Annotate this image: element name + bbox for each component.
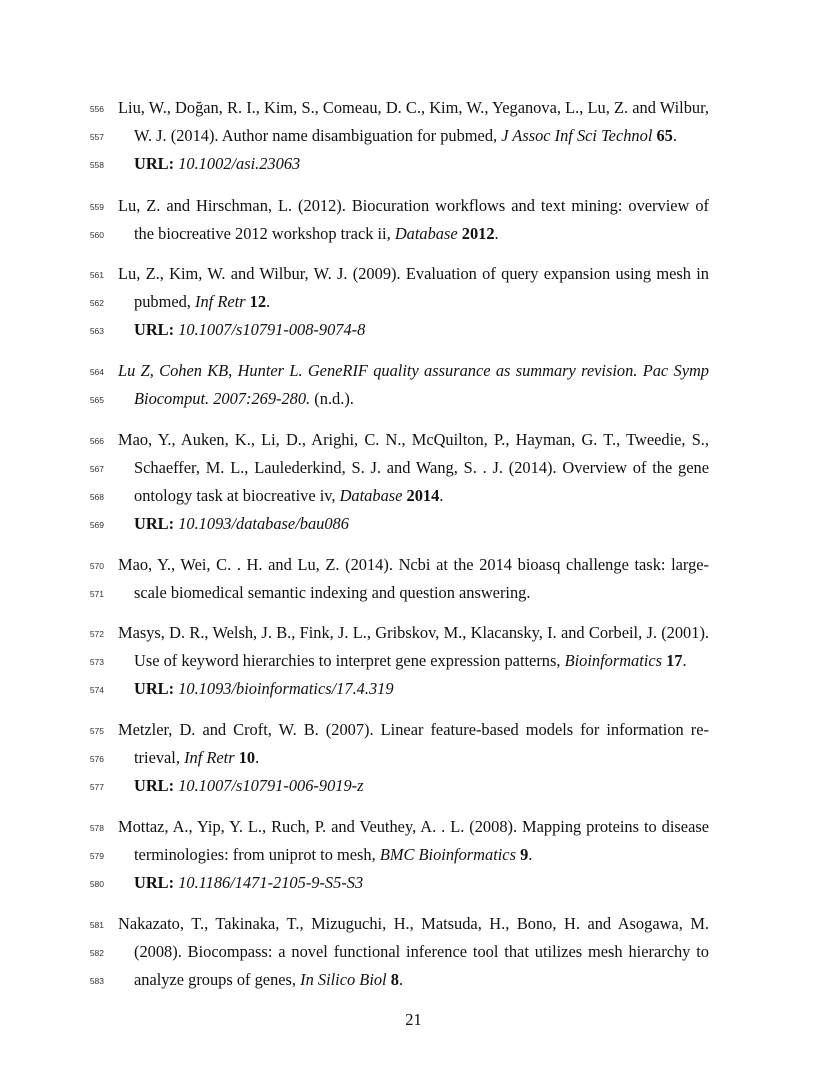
doi-link[interactable]: 10.1002/asi.23063 (178, 154, 301, 173)
line-number: 569 (89, 520, 104, 530)
ref-text: Mottaz, A., Yip, Y. L., Ruch, P. and Veuthey, A. . L. (2008). Mapping proteins to disease (118, 817, 709, 836)
line-number: 559 (89, 202, 104, 212)
ref-line (0, 122, 827, 150)
ref-line (0, 910, 827, 938)
ref-line (0, 220, 827, 248)
ref-line (0, 260, 827, 288)
ref-line (0, 150, 827, 178)
ref-line (0, 938, 827, 966)
line-number: 583 (89, 976, 104, 986)
ref-line (0, 510, 827, 538)
ref-line (0, 813, 827, 841)
ref-text: ontology task at biocreative iv, Database 2014. (134, 486, 444, 505)
ref-text: analyze groups of genes, In Silico Biol 8. (134, 970, 404, 989)
ref-url: URL: 10.1093/bioinformatics/17.4.319 (134, 679, 394, 698)
line-number: 576 (89, 754, 104, 764)
ref-line (0, 619, 827, 647)
ref-line (0, 841, 827, 869)
page-number: 21 (405, 1010, 422, 1029)
doi-link[interactable]: 10.1007/s10791-006-9019-z (178, 776, 364, 795)
line-number: 556 (89, 104, 104, 114)
line-number: 582 (89, 948, 104, 958)
ref-line (0, 744, 827, 772)
ref-text: scale biomedical semantic indexing and question answering. (134, 583, 531, 602)
line-number: 564 (89, 367, 104, 377)
ref-line (0, 288, 827, 316)
line-number: 562 (89, 298, 104, 308)
line-number: 568 (89, 492, 104, 502)
ref-line (0, 192, 827, 220)
ref-text: trieval, Inf Retr 10. (134, 748, 260, 767)
ref-line (0, 579, 827, 607)
ref-line (0, 647, 827, 675)
line-number: 578 (89, 823, 104, 833)
ref-text: Lu, Z. and Hirschman, L. (2012). Biocuration workflows and text mining: overview of (118, 196, 709, 215)
ref-url: URL: 10.1007/s10791-008-9074-8 (134, 320, 366, 339)
ref-line (0, 772, 827, 800)
ref-text: Lu Z, Cohen KB, Hunter L. GeneRIF quality assurance as summary revision. Pac Symp (118, 361, 709, 380)
doi-link[interactable]: 10.1007/s10791-008-9074-8 (178, 320, 366, 339)
ref-line (0, 675, 827, 703)
ref-text: Schaeffer, M. L., Laulederkind, S. J. and Wang, S. . J. (2014). Overview of the gene (134, 458, 709, 477)
ref-line (0, 426, 827, 454)
line-number: 573 (89, 657, 104, 667)
ref-text: Biocomput. 2007:269-280. (n.d.). (134, 389, 354, 408)
ref-line (0, 482, 827, 510)
line-number: 570 (89, 561, 104, 571)
line-number: 575 (89, 726, 104, 736)
line-number: 563 (89, 326, 104, 336)
ref-text: Mao, Y., Auken, K., Li, D., Arighi, C. N., McQuilton, P., Hayman, G. T., Tweedie, S., (118, 430, 709, 449)
ref-line (0, 716, 827, 744)
ref-text: Nakazato, T., Takinaka, T., Mizuguchi, H., Matsuda, H., Bono, H. and Asogawa, M. (118, 914, 709, 933)
ref-url: URL: 10.1002/asi.23063 (134, 154, 301, 173)
ref-url: URL: 10.1007/s10791-006-9019-z (134, 776, 364, 795)
ref-text: Use of keyword hierarchies to interpret gene expression patterns, Bioinformatics 17. (134, 651, 687, 670)
ref-text: pubmed, Inf Retr 12. (134, 292, 271, 311)
ref-text: terminologies: from uniprot to mesh, BMC Bioinformatics 9. (134, 845, 533, 864)
line-number: 565 (89, 395, 104, 405)
ref-text: Lu, Z., Kim, W. and Wilbur, W. J. (2009). Evaluation of query expansion using mesh in (118, 264, 709, 283)
line-number: 567 (89, 464, 104, 474)
line-number: 566 (89, 436, 104, 446)
ref-line (0, 357, 827, 385)
ref-text: (2008). Biocompass: a novel functional inference tool that utilizes mesh hierarchy to (134, 942, 709, 961)
ref-url: URL: 10.1186/1471-2105-9-S5-S3 (134, 873, 364, 892)
line-number: 580 (89, 879, 104, 889)
ref-line (0, 454, 827, 482)
ref-text: W. J. (2014). Author name disambiguation for pubmed, J Assoc Inf Sci Technol 65. (134, 126, 677, 145)
ref-line (0, 385, 827, 413)
ref-text: the biocreative 2012 workshop track ii, Database 2012. (134, 224, 499, 243)
ref-line (0, 316, 827, 344)
ref-text: Metzler, D. and Croft, W. B. (2007). Linear feature-based models for information re- (118, 720, 709, 739)
line-number: 581 (89, 920, 104, 930)
line-number: 558 (89, 160, 104, 170)
line-number: 557 (89, 132, 104, 142)
line-number: 574 (89, 685, 104, 695)
ref-text: Liu, W., Doğan, R. I., Kim, S., Comeau, D. C., Kim, W., Yeganova, L., Lu, Z. and Wilbur, (118, 98, 709, 117)
ref-line (0, 869, 827, 897)
ref-line (0, 94, 827, 122)
line-number: 577 (89, 782, 104, 792)
doi-link[interactable]: 10.1093/bioinformatics/17.4.319 (178, 679, 394, 698)
ref-text: Mao, Y., Wei, C. . H. and Lu, Z. (2014). Ncbi at the 2014 bioasq challenge task: large- (118, 555, 709, 574)
line-number: 572 (89, 629, 104, 639)
ref-text: Masys, D. R., Welsh, J. B., Fink, J. L., Gribskov, M., Klacansky, I. and Corbeil, J. (2001). (118, 623, 709, 642)
line-number: 571 (89, 589, 104, 599)
line-number: 579 (89, 851, 104, 861)
line-number: 561 (89, 270, 104, 280)
doi-link[interactable]: 10.1186/1471-2105-9-S5-S3 (178, 873, 364, 892)
ref-line (0, 551, 827, 579)
ref-url: URL: 10.1093/database/bau086 (134, 514, 349, 533)
doi-link[interactable]: 10.1093/database/bau086 (178, 514, 349, 533)
ref-line (0, 966, 827, 994)
line-number: 560 (89, 230, 104, 240)
